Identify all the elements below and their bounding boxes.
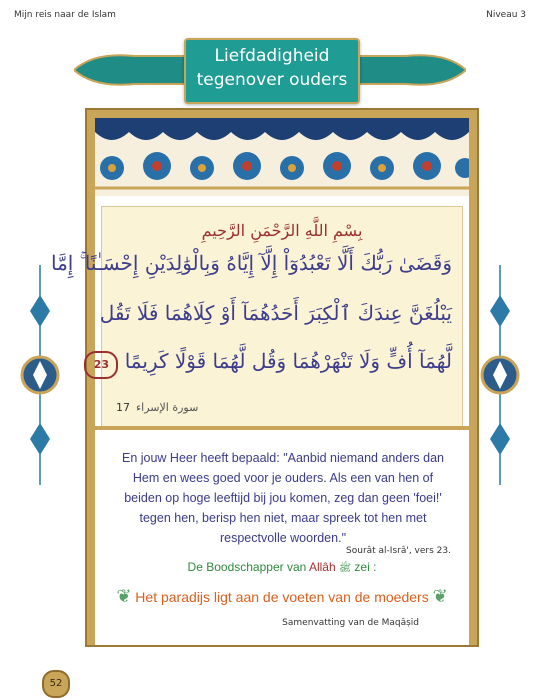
title-banner — [74, 38, 466, 102]
hadith-intro-suffix: zei : — [351, 560, 377, 574]
right-ornament-icon — [478, 265, 522, 485]
left-flourish-icon: ❦ — [116, 586, 132, 606]
hadith-reference: Samenvatting van de Maqâṣid — [282, 618, 419, 628]
hadith-text-row — [95, 586, 469, 607]
ayah-number-badge: 23 — [84, 351, 118, 379]
verse-line-1: وَقَضَىٰ رَبُّكَ أَلَّا تَعْبُدُوٓاْ إِلَّآ إِيَّاهُ وَبِالْوَٰلِدَيْنِ إِحْسَـٰنًا ۚ إِمَّا — [51, 251, 452, 275]
frame-inner — [51, 118, 469, 645]
verse-translation: En jouw Heer heeft bepaald: "Aanbid niemand anders dan Hem en wees goed voor je ouders. Als een van hen of beiden op hoge leeftijd bij jou komen, zeg dan geen 'foei!' tegen hen, berisp hen niet, maar spreek tot hen met respectvolle woorden." — [121, 451, 445, 545]
surah-reference — [116, 401, 198, 414]
content-frame — [51, 108, 479, 647]
verse-divider — [95, 426, 469, 430]
honorific-icon: ﷺ — [339, 563, 352, 574]
surah-name: سورة الإسراء — [136, 401, 199, 414]
page-number: 52 — [42, 670, 70, 698]
hadith-intro-allah: Allâh — [308, 560, 336, 574]
left-ornament-icon — [18, 265, 62, 485]
tile-pattern-icon — [95, 118, 469, 196]
quran-verse-box — [51, 206, 463, 430]
surah-number: 17 — [116, 401, 130, 414]
right-flourish-icon: ❦ — [432, 586, 448, 606]
page-title-line-2: tegenover ouders — [196, 70, 348, 90]
title-box — [184, 38, 360, 104]
book-title: Mijn reis naar de Islam — [14, 10, 116, 20]
hadith-text: Het paradijs ligt aan de voeten van de moeders — [135, 589, 429, 605]
hadith-intro-prefix: De Boodschapper van — [187, 560, 309, 574]
page-title-line-1: Liefdadigheid — [214, 46, 330, 66]
verse-line-3: لَّهُمَآ أُفٍّ وَلَا تَنْهَرْهُمَا وَقُل لَّهُمَا قَوْلًا كَرِيمًا — [124, 349, 452, 373]
translation-reference: Sourât al-Isrâ', vers 23. — [346, 546, 451, 556]
hadith-intro — [95, 560, 469, 576]
bismillah: بِسْمِ اللَّهِ الرَّحْمَنِ الرَّحِيمِ — [201, 221, 363, 240]
level-label: Niveau 3 — [486, 10, 526, 20]
verse-line-2: يَبْلُغَنَّ عِندَكَ ٱلْكِبَرَ أَحَدُهُمَآ أَوْ كِلَاهُمَا فَلَا تَقُل — [99, 301, 452, 325]
verse-line-3-wrap — [93, 349, 452, 379]
